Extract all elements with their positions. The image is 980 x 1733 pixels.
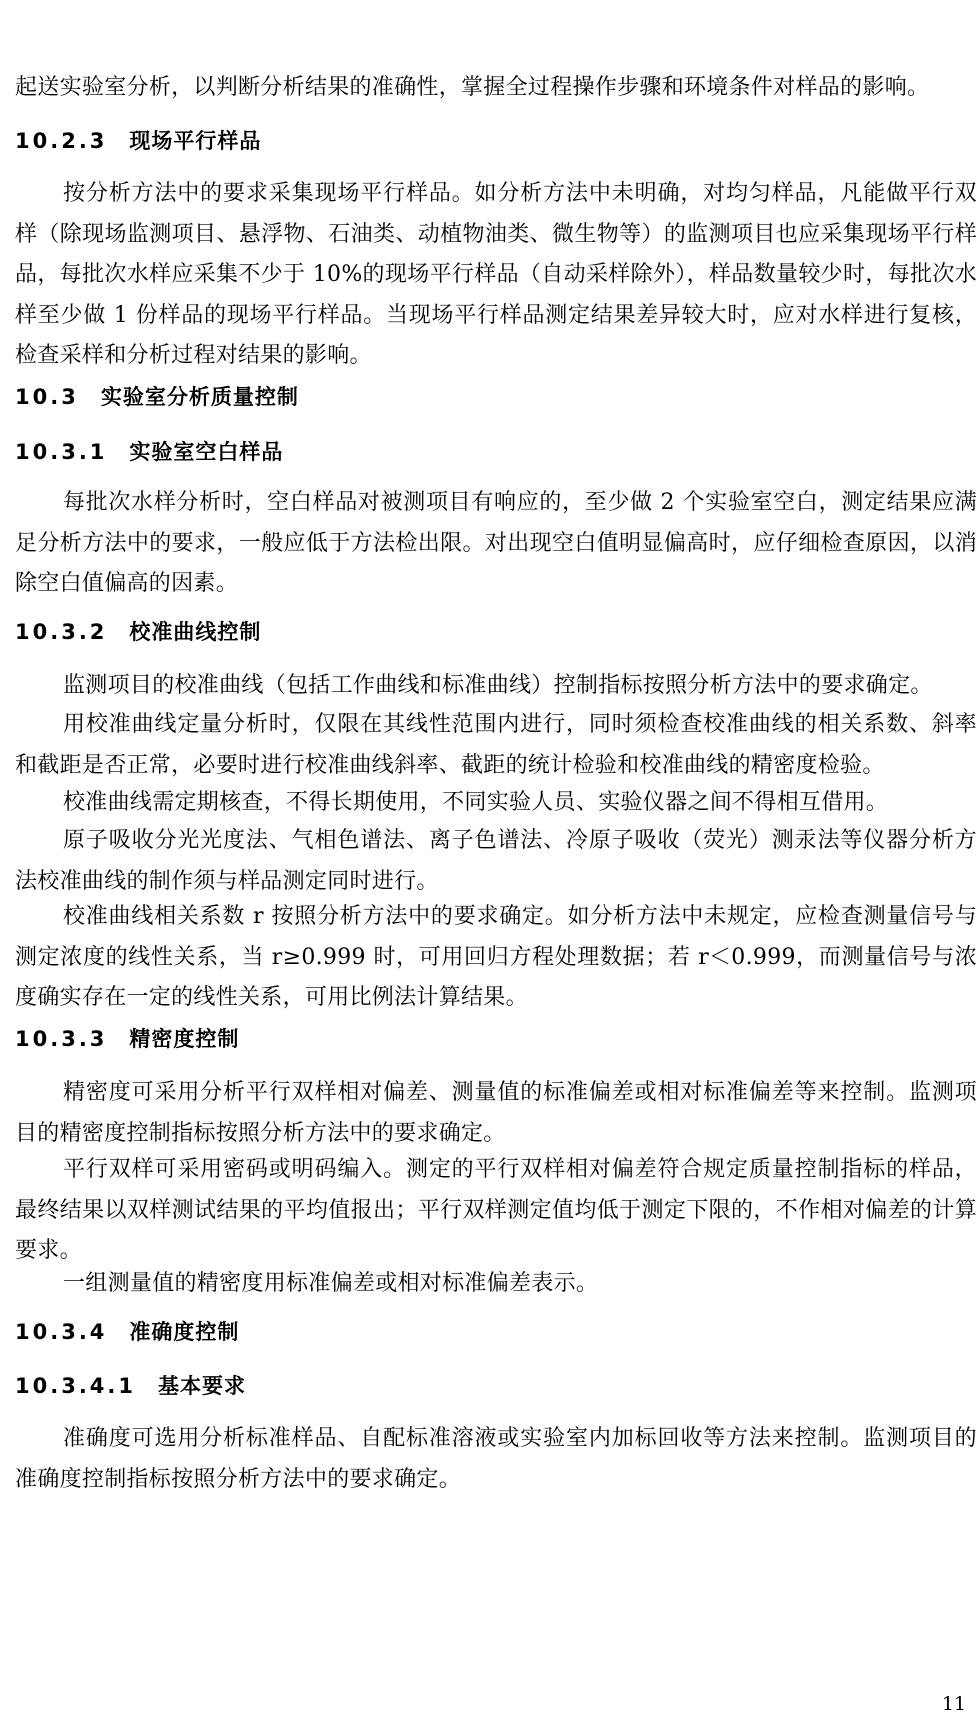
paragraph-accuracy-requirements: 准确度可选用分析标准样品、自配标准溶液或实验室内加标回收等方法来控制。监测项目的准确度控制指标按照分析方法中的要求确定。 [15,1426,977,1492]
heading-10-3 [15,382,299,412]
heading-title: 基本要求 [158,1374,246,1398]
heading-10-3-2 [15,617,261,647]
heading-number: 10.3.2 [15,620,108,644]
heading-10-2-3 [15,126,261,156]
heading-number: 10.3.4 [15,1320,108,1344]
heading-title: 校准曲线控制 [129,620,262,644]
heading-title: 实验室空白样品 [129,440,284,464]
paragraph-instrument-methods: 原子吸收分光光度法、气相色谱法、离子色谱法、冷原子吸收（荧光）测汞法等仪器分析方法校准曲线的制作须与样品测定同时进行。 [15,828,977,894]
paragraph-lab-blank-samples: 每批次水样分析时，空白样品对被测项目有响应的，至少做 2 个实验室空白，测定结果应满足分析方法中的要求，一般应低于方法检出限。对出现空白值明显偏高时，应仔细检查原因，以消除空白值偏高的因素。 [15,490,977,596]
heading-10-3-4-1 [15,1371,246,1401]
page-number: 11 [941,1693,966,1715]
paragraph-correlation-coefficient: 校准曲线相关系数 r 按照分析方法中的要求确定。如分析方法中未规定，应检查测量信号与测定浓度的线性关系，当 r≥0.999 时，可用回归方程处理数据；若 r＜0.999，而测量信号与浓度确实存在一定的线性关系，可用比例法计算结果。 [15,904,977,1010]
heading-number: 10.2.3 [15,129,108,153]
heading-number: 10.3.1 [15,440,108,464]
paragraph-calibration-periodic-check: 校准曲线需定期核查，不得长期使用，不同实验人员、实验仪器之间不得相互借用。 [63,790,889,815]
heading-10-3-3 [15,1024,239,1054]
paragraph-continued-lab-analysis: 起送实验室分析，以判断分析结果的准确性，掌握全过程操作步骤和环境条件对样品的影响。 [15,75,930,100]
heading-title: 实验室分析质量控制 [100,385,299,409]
paragraph-precision-expression: 一组测量值的精密度用标准偏差或相对标准偏差表示。 [63,1271,599,1296]
heading-number: 10.3 [15,385,79,409]
heading-number: 10.3.3 [15,1027,108,1051]
paragraph-field-parallel-samples: 按分析方法中的要求采集现场平行样品。如分析方法中未明确，对均匀样品，凡能做平行双样（除现场监测项目、悬浮物、石油类、动植物油类、微生物等）的监测项目也应采集现场平行样品，每批次水样应采集不少于 10%的现场平行样品（自动采样除外），样品数量较少时，每批次水样至少做 1 份样品的现场平行样品。当现场平行样品测定结果差异较大时，应对水样进行复核，检查采样和分析过程对结果的影响。 [15,181,977,368]
heading-10-3-4 [15,1317,239,1347]
heading-number: 10.3.4.1 [15,1374,136,1398]
paragraph-calibration-curve-indicators: 监测项目的校准曲线（包括工作曲线和标准曲线）控制指标按照分析方法中的要求确定。 [63,673,933,698]
paragraph-parallel-duplicate: 平行双样可采用密码或明码编入。测定的平行双样相对偏差符合规定质量控制指标的样品，最终结果以双样测试结果的平均值报出；平行双样测定值均低于测定下限的，不作相对偏差的计算要求。 [15,1157,977,1263]
paragraph-calibration-quantitative: 用校准曲线定量分析时，仅限在其线性范围内进行，同时须检查校准曲线的相关系数、斜率和截距是否正常，必要时进行校准曲线斜率、截距的统计检验和校准曲线的精密度检验。 [15,712,977,778]
heading-title: 准确度控制 [129,1320,240,1344]
heading-title: 现场平行样品 [129,129,262,153]
heading-10-3-1 [15,437,283,467]
paragraph-precision-control: 精密度可采用分析平行双样相对偏差、测量值的标准偏差或相对标准偏差等来控制。监测项目的精密度控制指标按照分析方法中的要求确定。 [15,1080,977,1146]
heading-title: 精密度控制 [129,1027,240,1051]
